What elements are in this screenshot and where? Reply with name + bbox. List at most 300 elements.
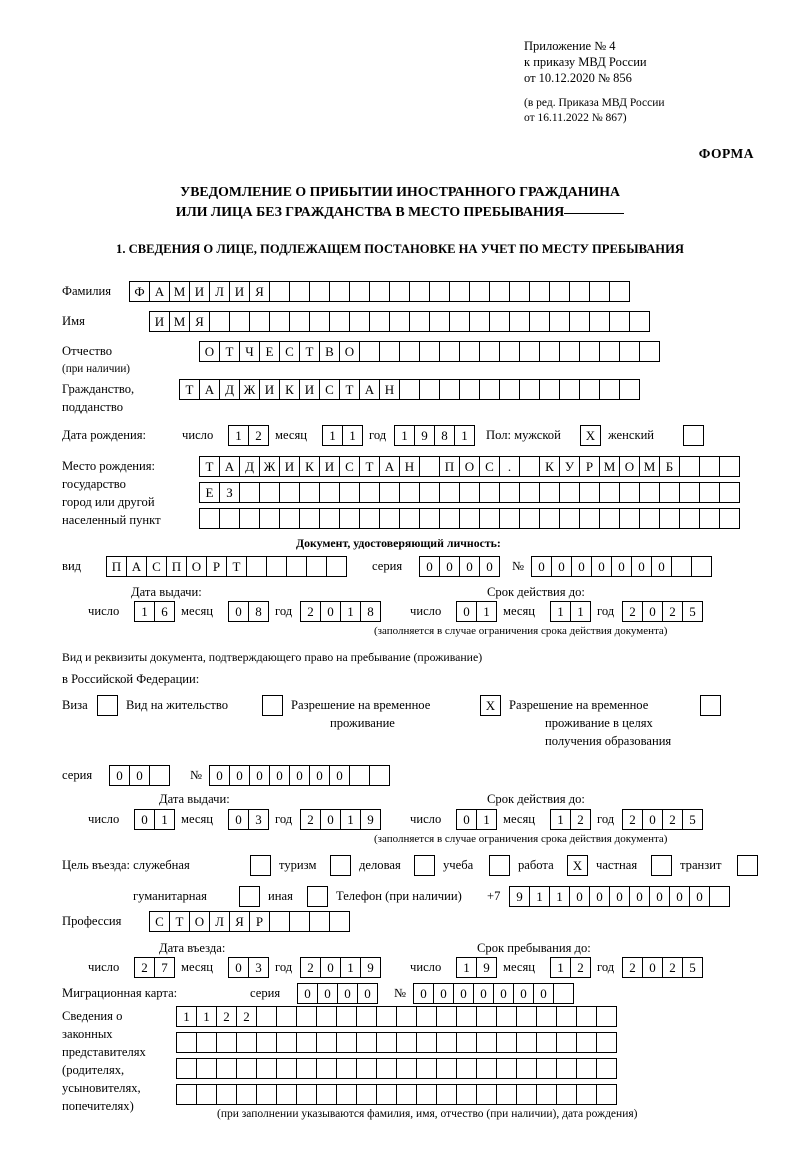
form-cell[interactable] bbox=[659, 508, 680, 529]
form-cell[interactable] bbox=[629, 311, 650, 332]
form-cell[interactable]: 0 bbox=[611, 556, 632, 577]
form-cell[interactable]: 1 bbox=[228, 425, 249, 446]
form-cell[interactable] bbox=[499, 379, 520, 400]
form-cell[interactable]: 2 bbox=[236, 1006, 257, 1027]
legal-rep-cells-row2[interactable] bbox=[176, 1032, 616, 1053]
form-cell[interactable] bbox=[356, 1006, 377, 1027]
form-cell[interactable]: Т bbox=[299, 341, 320, 362]
form-cell[interactable] bbox=[619, 379, 640, 400]
form-cell[interactable] bbox=[579, 482, 600, 503]
doc-issue-year-cells[interactable] bbox=[300, 601, 380, 622]
form-cell[interactable]: 2 bbox=[570, 809, 591, 830]
form-cell[interactable]: Ф bbox=[129, 281, 150, 302]
visa-checkbox[interactable] bbox=[97, 695, 118, 716]
form-cell[interactable] bbox=[376, 1032, 397, 1053]
form-cell[interactable]: Л bbox=[209, 281, 230, 302]
form-cell[interactable] bbox=[316, 1006, 337, 1027]
form-cell[interactable] bbox=[456, 1058, 477, 1079]
entry-year-cells[interactable] bbox=[300, 957, 380, 978]
form-cell[interactable] bbox=[429, 311, 450, 332]
form-cell[interactable] bbox=[356, 1084, 377, 1105]
stay-month-cells[interactable] bbox=[550, 957, 590, 978]
form-cell[interactable] bbox=[336, 1058, 357, 1079]
form-cell[interactable]: 1 bbox=[549, 886, 570, 907]
form-cell[interactable] bbox=[536, 1084, 557, 1105]
form-cell[interactable] bbox=[479, 379, 500, 400]
form-cell[interactable] bbox=[359, 508, 380, 529]
form-cell[interactable]: Н bbox=[399, 456, 420, 477]
form-cell[interactable]: 9 bbox=[509, 886, 530, 907]
form-cell[interactable]: 5 bbox=[682, 957, 703, 978]
form-cell[interactable] bbox=[376, 1084, 397, 1105]
form-cell[interactable] bbox=[536, 1058, 557, 1079]
stay-day-cells[interactable] bbox=[456, 957, 496, 978]
form-cell[interactable] bbox=[609, 281, 630, 302]
form-cell[interactable] bbox=[436, 1084, 457, 1105]
form-cell[interactable] bbox=[339, 482, 360, 503]
form-cell[interactable]: Л bbox=[209, 911, 230, 932]
perm-valid-month-cells[interactable] bbox=[550, 809, 590, 830]
form-cell[interactable]: Р bbox=[579, 456, 600, 477]
perm-valid-year-cells[interactable] bbox=[622, 809, 702, 830]
form-cell[interactable] bbox=[479, 508, 500, 529]
form-cell[interactable] bbox=[599, 341, 620, 362]
form-cell[interactable] bbox=[519, 379, 540, 400]
form-cell[interactable] bbox=[499, 482, 520, 503]
form-cell[interactable]: 5 bbox=[682, 809, 703, 830]
form-cell[interactable] bbox=[316, 1084, 337, 1105]
form-cell[interactable]: Т bbox=[339, 379, 360, 400]
form-cell[interactable]: П bbox=[106, 556, 127, 577]
form-cell[interactable]: 9 bbox=[414, 425, 435, 446]
form-cell[interactable] bbox=[296, 1058, 317, 1079]
form-cell[interactable] bbox=[399, 482, 420, 503]
form-cell[interactable]: 1 bbox=[340, 809, 361, 830]
form-cell[interactable]: 2 bbox=[622, 957, 643, 978]
form-cell[interactable]: 0 bbox=[651, 556, 672, 577]
form-cell[interactable] bbox=[556, 1032, 577, 1053]
form-cell[interactable] bbox=[459, 508, 480, 529]
form-cell[interactable] bbox=[556, 1084, 577, 1105]
form-cell[interactable] bbox=[399, 341, 420, 362]
form-cell[interactable]: 0 bbox=[269, 765, 290, 786]
form-cell[interactable]: 1 bbox=[342, 425, 363, 446]
form-cell[interactable]: А bbox=[149, 281, 170, 302]
form-cell[interactable]: М bbox=[639, 456, 660, 477]
form-cell[interactable]: 6 bbox=[154, 601, 175, 622]
form-cell[interactable] bbox=[416, 1058, 437, 1079]
form-cell[interactable]: 0 bbox=[456, 809, 477, 830]
form-cell[interactable]: Е bbox=[259, 341, 280, 362]
purpose-other-checkbox[interactable] bbox=[307, 886, 328, 907]
form-cell[interactable] bbox=[719, 482, 740, 503]
form-cell[interactable]: И bbox=[189, 281, 210, 302]
form-cell[interactable] bbox=[459, 379, 480, 400]
citizenship-cells[interactable] bbox=[179, 379, 639, 400]
form-cell[interactable]: 2 bbox=[622, 601, 643, 622]
form-cell[interactable]: 2 bbox=[662, 809, 683, 830]
doc-issue-day-cells[interactable] bbox=[134, 601, 174, 622]
form-cell[interactable]: 3 bbox=[248, 957, 269, 978]
doc-valid-month-cells[interactable] bbox=[550, 601, 590, 622]
form-cell[interactable] bbox=[216, 1032, 237, 1053]
form-cell[interactable]: 1 bbox=[196, 1006, 217, 1027]
form-cell[interactable]: 1 bbox=[340, 601, 361, 622]
phone-cells[interactable] bbox=[509, 886, 729, 907]
form-cell[interactable] bbox=[369, 281, 390, 302]
form-cell[interactable] bbox=[299, 482, 320, 503]
form-cell[interactable] bbox=[296, 1084, 317, 1105]
purpose-business-checkbox[interactable] bbox=[414, 855, 435, 876]
form-cell[interactable] bbox=[596, 1006, 617, 1027]
form-cell[interactable] bbox=[339, 508, 360, 529]
form-cell[interactable] bbox=[396, 1084, 417, 1105]
form-cell[interactable]: П bbox=[439, 456, 460, 477]
legal-rep-cells-row3[interactable] bbox=[176, 1058, 616, 1079]
form-cell[interactable] bbox=[556, 1058, 577, 1079]
form-cell[interactable] bbox=[576, 1032, 597, 1053]
form-cell[interactable] bbox=[569, 281, 590, 302]
form-cell[interactable]: 1 bbox=[340, 957, 361, 978]
form-cell[interactable]: 8 bbox=[360, 601, 381, 622]
form-cell[interactable] bbox=[519, 341, 540, 362]
form-cell[interactable] bbox=[496, 1058, 517, 1079]
form-cell[interactable]: 3 bbox=[248, 809, 269, 830]
form-cell[interactable]: 0 bbox=[642, 601, 663, 622]
form-cell[interactable]: О bbox=[459, 456, 480, 477]
form-cell[interactable]: 8 bbox=[248, 601, 269, 622]
form-cell[interactable] bbox=[269, 311, 290, 332]
form-cell[interactable] bbox=[379, 341, 400, 362]
form-cell[interactable]: 0 bbox=[551, 556, 572, 577]
form-cell[interactable] bbox=[429, 281, 450, 302]
form-cell[interactable]: И bbox=[229, 281, 250, 302]
form-cell[interactable]: Т bbox=[179, 379, 200, 400]
form-cell[interactable]: 0 bbox=[513, 983, 534, 1004]
perm-issue-day-cells[interactable] bbox=[134, 809, 174, 830]
form-cell[interactable] bbox=[196, 1058, 217, 1079]
form-cell[interactable] bbox=[569, 311, 590, 332]
form-cell[interactable] bbox=[389, 311, 410, 332]
form-cell[interactable] bbox=[509, 311, 530, 332]
doc-series-cells[interactable] bbox=[419, 556, 499, 577]
form-cell[interactable]: 0 bbox=[531, 556, 552, 577]
form-cell[interactable]: 0 bbox=[419, 556, 440, 577]
form-cell[interactable]: 0 bbox=[591, 556, 612, 577]
form-cell[interactable] bbox=[459, 482, 480, 503]
form-cell[interactable] bbox=[456, 1006, 477, 1027]
migration-number-cells[interactable] bbox=[413, 983, 573, 1004]
residence-permit-checkbox[interactable] bbox=[262, 695, 283, 716]
form-cell[interactable]: И bbox=[279, 456, 300, 477]
form-cell[interactable] bbox=[559, 341, 580, 362]
form-cell[interactable]: И bbox=[149, 311, 170, 332]
form-cell[interactable] bbox=[489, 281, 510, 302]
form-cell[interactable] bbox=[289, 281, 310, 302]
form-cell[interactable] bbox=[246, 556, 267, 577]
form-cell[interactable] bbox=[596, 1084, 617, 1105]
form-cell[interactable]: 5 bbox=[682, 601, 703, 622]
form-cell[interactable] bbox=[419, 482, 440, 503]
purpose-study-checkbox[interactable] bbox=[489, 855, 510, 876]
form-cell[interactable] bbox=[469, 281, 490, 302]
form-cell[interactable] bbox=[699, 482, 720, 503]
form-cell[interactable] bbox=[439, 482, 460, 503]
perm-issue-year-cells[interactable] bbox=[300, 809, 380, 830]
form-cell[interactable] bbox=[309, 281, 330, 302]
form-cell[interactable] bbox=[599, 379, 620, 400]
form-cell[interactable]: 0 bbox=[413, 983, 434, 1004]
form-cell[interactable] bbox=[419, 341, 440, 362]
form-cell[interactable] bbox=[469, 311, 490, 332]
form-cell[interactable] bbox=[476, 1084, 497, 1105]
form-cell[interactable] bbox=[549, 311, 570, 332]
form-cell[interactable]: 0 bbox=[453, 983, 474, 1004]
form-cell[interactable] bbox=[359, 482, 380, 503]
form-cell[interactable]: Я bbox=[229, 911, 250, 932]
form-cell[interactable] bbox=[579, 379, 600, 400]
form-cell[interactable] bbox=[559, 508, 580, 529]
form-cell[interactable]: Н bbox=[379, 379, 400, 400]
form-cell[interactable]: 2 bbox=[216, 1006, 237, 1027]
form-cell[interactable] bbox=[436, 1032, 457, 1053]
form-cell[interactable] bbox=[296, 1032, 317, 1053]
doc-valid-day-cells[interactable] bbox=[456, 601, 496, 622]
form-cell[interactable] bbox=[276, 1032, 297, 1053]
form-cell[interactable] bbox=[556, 1006, 577, 1027]
form-cell[interactable] bbox=[316, 1032, 337, 1053]
form-cell[interactable] bbox=[619, 508, 640, 529]
form-cell[interactable] bbox=[369, 765, 390, 786]
birthplace-cells[interactable] bbox=[199, 456, 739, 477]
form-cell[interactable] bbox=[379, 482, 400, 503]
form-cell[interactable] bbox=[489, 311, 510, 332]
form-cell[interactable]: О bbox=[199, 341, 220, 362]
form-cell[interactable] bbox=[499, 508, 520, 529]
form-cell[interactable]: 1 bbox=[570, 601, 591, 622]
sex-female-checkbox[interactable] bbox=[683, 425, 704, 446]
form-cell[interactable] bbox=[239, 508, 260, 529]
form-cell[interactable] bbox=[336, 1006, 357, 1027]
purpose-service-checkbox[interactable] bbox=[250, 855, 271, 876]
form-cell[interactable]: 0 bbox=[533, 983, 554, 1004]
form-cell[interactable] bbox=[691, 556, 712, 577]
birthplace-cells-line3[interactable] bbox=[199, 508, 739, 529]
form-cell[interactable]: 0 bbox=[459, 556, 480, 577]
form-cell[interactable] bbox=[719, 508, 740, 529]
form-cell[interactable] bbox=[719, 456, 740, 477]
birth-year-cells[interactable] bbox=[394, 425, 474, 446]
form-cell[interactable] bbox=[456, 1084, 477, 1105]
form-cell[interactable] bbox=[266, 556, 287, 577]
legal-rep-cells-row4[interactable] bbox=[176, 1084, 616, 1105]
form-cell[interactable]: А bbox=[219, 456, 240, 477]
form-cell[interactable]: Ж bbox=[239, 379, 260, 400]
form-cell[interactable]: С bbox=[146, 556, 167, 577]
form-cell[interactable] bbox=[409, 311, 430, 332]
form-cell[interactable]: 0 bbox=[642, 957, 663, 978]
form-cell[interactable] bbox=[336, 1032, 357, 1053]
form-cell[interactable] bbox=[236, 1084, 257, 1105]
form-cell[interactable]: 9 bbox=[476, 957, 497, 978]
perm-valid-day-cells[interactable] bbox=[456, 809, 496, 830]
form-cell[interactable] bbox=[176, 1084, 197, 1105]
form-cell[interactable] bbox=[516, 1006, 537, 1027]
form-cell[interactable] bbox=[379, 508, 400, 529]
form-cell[interactable] bbox=[709, 886, 730, 907]
form-cell[interactable]: Я bbox=[189, 311, 210, 332]
form-cell[interactable] bbox=[419, 456, 440, 477]
form-cell[interactable] bbox=[349, 281, 370, 302]
form-cell[interactable] bbox=[516, 1032, 537, 1053]
form-cell[interactable]: А bbox=[359, 379, 380, 400]
form-cell[interactable]: 0 bbox=[134, 809, 155, 830]
form-cell[interactable]: 2 bbox=[662, 957, 683, 978]
form-cell[interactable] bbox=[236, 1032, 257, 1053]
form-cell[interactable] bbox=[319, 508, 340, 529]
form-cell[interactable]: 9 bbox=[360, 809, 381, 830]
form-cell[interactable]: 0 bbox=[229, 765, 250, 786]
form-cell[interactable] bbox=[439, 379, 460, 400]
form-cell[interactable] bbox=[639, 482, 660, 503]
form-cell[interactable] bbox=[279, 482, 300, 503]
form-cell[interactable]: 0 bbox=[357, 983, 378, 1004]
form-cell[interactable] bbox=[396, 1058, 417, 1079]
form-cell[interactable] bbox=[329, 911, 350, 932]
entry-day-cells[interactable] bbox=[134, 957, 174, 978]
form-cell[interactable]: М bbox=[599, 456, 620, 477]
form-cell[interactable] bbox=[269, 281, 290, 302]
form-cell[interactable]: Т bbox=[226, 556, 247, 577]
form-cell[interactable]: У bbox=[559, 456, 580, 477]
form-cell[interactable]: 0 bbox=[456, 601, 477, 622]
form-cell[interactable] bbox=[216, 1058, 237, 1079]
migration-series-cells[interactable] bbox=[297, 983, 377, 1004]
form-cell[interactable]: С bbox=[149, 911, 170, 932]
form-cell[interactable] bbox=[529, 311, 550, 332]
form-cell[interactable] bbox=[389, 281, 410, 302]
form-cell[interactable]: А bbox=[379, 456, 400, 477]
form-cell[interactable] bbox=[456, 1032, 477, 1053]
form-cell[interactable]: 1 bbox=[322, 425, 343, 446]
form-cell[interactable]: К bbox=[539, 456, 560, 477]
form-cell[interactable]: К bbox=[279, 379, 300, 400]
form-cell[interactable]: 0 bbox=[309, 765, 330, 786]
form-cell[interactable]: О bbox=[339, 341, 360, 362]
form-cell[interactable] bbox=[576, 1058, 597, 1079]
perm-issue-month-cells[interactable] bbox=[228, 809, 268, 830]
form-cell[interactable] bbox=[639, 341, 660, 362]
form-cell[interactable] bbox=[229, 311, 250, 332]
form-cell[interactable] bbox=[589, 311, 610, 332]
form-cell[interactable]: И bbox=[299, 379, 320, 400]
form-cell[interactable] bbox=[479, 482, 500, 503]
form-cell[interactable] bbox=[516, 1084, 537, 1105]
form-cell[interactable]: 1 bbox=[476, 809, 497, 830]
form-cell[interactable] bbox=[559, 379, 580, 400]
form-cell[interactable]: 0 bbox=[329, 765, 350, 786]
form-cell[interactable] bbox=[479, 341, 500, 362]
edu-residence-checkbox[interactable] bbox=[700, 695, 721, 716]
form-cell[interactable]: О bbox=[186, 556, 207, 577]
form-cell[interactable] bbox=[519, 482, 540, 503]
form-cell[interactable]: 2 bbox=[662, 601, 683, 622]
form-cell[interactable]: 2 bbox=[570, 957, 591, 978]
form-cell[interactable] bbox=[286, 556, 307, 577]
form-cell[interactable] bbox=[349, 311, 370, 332]
temp-residence-checkbox[interactable]: X bbox=[480, 695, 501, 716]
form-cell[interactable] bbox=[639, 508, 660, 529]
form-cell[interactable] bbox=[576, 1084, 597, 1105]
form-cell[interactable] bbox=[209, 311, 230, 332]
form-cell[interactable] bbox=[199, 508, 220, 529]
form-cell[interactable]: 0 bbox=[439, 556, 460, 577]
form-cell[interactable]: И bbox=[319, 456, 340, 477]
form-cell[interactable]: А bbox=[126, 556, 147, 577]
form-cell[interactable]: 1 bbox=[550, 601, 571, 622]
form-cell[interactable] bbox=[369, 311, 390, 332]
form-cell[interactable] bbox=[349, 765, 370, 786]
form-cell[interactable]: О bbox=[189, 911, 210, 932]
form-cell[interactable]: 0 bbox=[669, 886, 690, 907]
purpose-transit-checkbox[interactable] bbox=[737, 855, 758, 876]
patronymic-cells[interactable] bbox=[199, 341, 659, 362]
form-cell[interactable] bbox=[309, 311, 330, 332]
form-cell[interactable] bbox=[289, 911, 310, 932]
form-cell[interactable]: Д bbox=[219, 379, 240, 400]
form-cell[interactable] bbox=[256, 1006, 277, 1027]
form-cell[interactable]: 1 bbox=[456, 957, 477, 978]
form-cell[interactable] bbox=[509, 281, 530, 302]
form-cell[interactable]: С bbox=[279, 341, 300, 362]
name-cells[interactable] bbox=[149, 311, 649, 332]
form-cell[interactable] bbox=[496, 1084, 517, 1105]
form-cell[interactable] bbox=[549, 281, 570, 302]
form-cell[interactable]: 9 bbox=[360, 957, 381, 978]
form-cell[interactable] bbox=[459, 341, 480, 362]
form-cell[interactable] bbox=[496, 1032, 517, 1053]
form-cell[interactable] bbox=[376, 1058, 397, 1079]
form-cell[interactable] bbox=[259, 508, 280, 529]
birth-month-cells[interactable] bbox=[322, 425, 362, 446]
form-cell[interactable] bbox=[496, 1006, 517, 1027]
form-cell[interactable] bbox=[326, 556, 347, 577]
form-cell[interactable] bbox=[256, 1084, 277, 1105]
form-cell[interactable]: Д bbox=[239, 456, 260, 477]
form-cell[interactable] bbox=[529, 281, 550, 302]
form-cell[interactable]: 0 bbox=[569, 886, 590, 907]
form-cell[interactable]: 0 bbox=[631, 556, 652, 577]
form-cell[interactable]: . bbox=[499, 456, 520, 477]
form-cell[interactable] bbox=[276, 1058, 297, 1079]
perm-number-cells[interactable] bbox=[209, 765, 389, 786]
form-cell[interactable]: С bbox=[319, 379, 340, 400]
form-cell[interactable] bbox=[619, 341, 640, 362]
doc-valid-year-cells[interactable] bbox=[622, 601, 702, 622]
form-cell[interactable]: 0 bbox=[228, 957, 249, 978]
form-cell[interactable] bbox=[279, 508, 300, 529]
form-cell[interactable] bbox=[409, 281, 430, 302]
form-cell[interactable]: 0 bbox=[642, 809, 663, 830]
form-cell[interactable]: М bbox=[169, 281, 190, 302]
form-cell[interactable]: М bbox=[169, 311, 190, 332]
form-cell[interactable]: Е bbox=[199, 482, 220, 503]
form-cell[interactable] bbox=[316, 1058, 337, 1079]
purpose-humanitarian-checkbox[interactable] bbox=[239, 886, 260, 907]
form-cell[interactable] bbox=[476, 1006, 497, 1027]
form-cell[interactable] bbox=[336, 1084, 357, 1105]
form-cell[interactable]: 0 bbox=[609, 886, 630, 907]
